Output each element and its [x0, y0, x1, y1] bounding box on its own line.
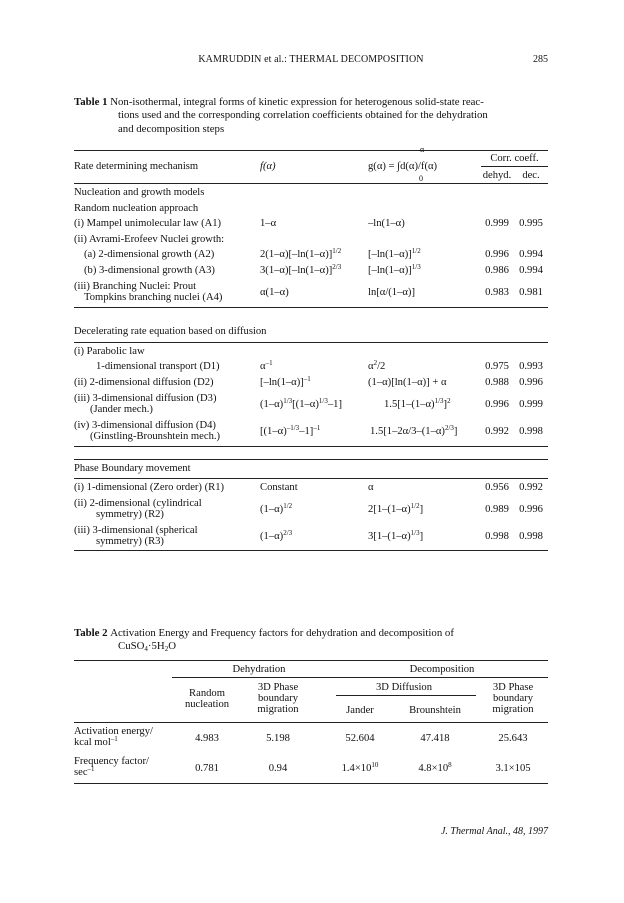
table-cell-text: (iii) 3-dimensional diffusion (D3) [74, 393, 217, 404]
table-row [74, 418, 548, 444]
table2 [74, 660, 548, 790]
table2-caption [74, 627, 548, 654]
table-cell-text: 10 [371, 761, 379, 769]
table-cell-text: 0.975 [485, 361, 509, 372]
table-cell-text: (1–α) [260, 531, 284, 542]
table-cell-text: α [368, 361, 374, 372]
col-jander: Jander [346, 705, 374, 716]
table-cell-text: [(1–α) [292, 399, 319, 410]
journal-footer: J. Thermal Anal., 48, 1997 [440, 826, 548, 837]
table1-header-rule [74, 183, 548, 184]
table-cell-text: [–ln(1–α)] [368, 249, 412, 260]
table-cell: 47.418 [420, 733, 450, 744]
group-decomposition: Decomposition [409, 664, 475, 675]
table-row [74, 376, 548, 392]
table-cell-text: α(1–α) [260, 287, 289, 298]
table-cell-text: 4 [144, 645, 148, 654]
table-cell-text: 2 [373, 359, 378, 367]
table-cell-text: 1/3 [283, 397, 293, 405]
table2-bottom-rule [74, 783, 548, 784]
table-cell-text: (a) 2-dimensional growth (A2) [84, 249, 215, 260]
page-number: 285 [533, 54, 548, 65]
table-cell-text: ] [419, 504, 424, 515]
table-cell-text: boundary [492, 693, 533, 704]
table1-label: Table 1 [74, 96, 108, 108]
table-cell-text: /2 [377, 361, 386, 372]
row-activation-label [74, 726, 153, 748]
table1-caption-line3: and decomposition steps [118, 122, 225, 135]
section3-rule [74, 478, 548, 479]
table-row [74, 217, 548, 233]
table-cell: 0.781 [195, 763, 219, 774]
table1 [74, 145, 548, 553]
table-cell-text: ln[α/(1–α)] [368, 287, 415, 298]
table-cell-text: α [368, 481, 374, 493]
corr-rule [481, 166, 548, 167]
table-cell-text: Constant [260, 481, 298, 493]
table-cell: 52.604 [345, 733, 375, 744]
table-cell-text: –1] [327, 399, 342, 410]
table-cell-text: 0.998 [519, 531, 543, 542]
table-cell-text: –1 [110, 735, 118, 743]
table-cell-text: [–ln(1–α)] [260, 376, 304, 388]
table-cell-text: 1–α [260, 218, 277, 229]
table-cell-text: 1/2 [411, 247, 421, 255]
table-row [74, 248, 548, 264]
table2-top-rule [74, 660, 548, 661]
table-cell-text: 1/2 [410, 502, 420, 510]
table-cell-text: 1.5[1–(1–α) [384, 399, 435, 410]
table-cell-text: 1/3 [410, 529, 420, 537]
table-cell-text: boundary [257, 693, 298, 704]
table-cell-text: (ii) 2-dimensional (cylindrical [74, 498, 202, 509]
col-phase-decomp [478, 682, 548, 715]
table-cell-text: migration [257, 704, 299, 715]
table-cell-text: symmetry) (R3) [96, 536, 164, 547]
table-cell-text: ·5H [147, 640, 165, 653]
table-cell-text: ] [443, 399, 448, 410]
table-cell-text: nucleation [184, 699, 230, 710]
table-cell-text: Frequency factor/ [74, 756, 150, 767]
table-cell: 5.198 [266, 733, 290, 744]
table-cell-text: 3D Phase [257, 682, 299, 693]
table-cell-text: 0.994 [519, 264, 543, 276]
col-mechanism: Rate determining mechanism [74, 161, 199, 172]
table-cell-text: –1] [299, 426, 314, 437]
table-cell-text: kcal mol [74, 737, 111, 748]
table-cell-text: 0.956 [485, 481, 509, 493]
table-cell-text: (iv) 3-dimensional diffusion (D4) [74, 420, 216, 431]
table-cell-text: (ii) 2-dimensional diffusion (D2) [74, 376, 214, 388]
table-cell-text: (i) Mampel unimolecular law (A1) [74, 218, 222, 229]
table-cell-text: 1/3 [318, 397, 328, 405]
table-cell-text: (iii) 3-dimensional (spherical [74, 525, 198, 536]
running-title: KAMRUDDIN et al.: THERMAL DECOMPOSITION [198, 54, 424, 65]
table1-caption-line1: Non-isothermal, integral forms of kinetic expression for heterogenous solid-state reac- [110, 96, 484, 108]
table-cell [330, 762, 390, 775]
table-cell [396, 762, 474, 775]
table2-label: Table 2 [74, 627, 108, 639]
table-cell-text: 0.981 [519, 287, 543, 298]
table-cell-text: 3[1–(1–α) [368, 531, 411, 542]
table-cell-text: 0.996 [519, 376, 543, 388]
table-cell-text: 3D Phase [492, 682, 534, 693]
table-cell-text: 0.992 [485, 426, 509, 437]
table-cell-text: O [168, 640, 177, 653]
section2-end-rule [74, 446, 548, 447]
table-cell-text: [–ln(1–α)] [368, 264, 412, 276]
col-g-lower: 0 [419, 174, 423, 183]
col-f: f(α) [260, 161, 276, 172]
table-row [74, 496, 548, 523]
group-rule [172, 677, 548, 678]
table-row [74, 279, 548, 305]
col-dec: dec. [522, 170, 540, 181]
diffusion-rule [336, 695, 476, 696]
section-nucleation: Nucleation and growth models [74, 187, 205, 198]
table-cell-text: 2/3 [444, 424, 454, 432]
col-random-nucleation [174, 688, 240, 710]
table-cell-text: 1/2 [283, 502, 293, 510]
table-cell-text: 1-dimensional transport (D1) [96, 361, 220, 372]
col-dehyd: dehyd. [482, 170, 512, 181]
table-cell-text: [(1–α) [260, 426, 287, 437]
table-cell: 25.643 [498, 733, 528, 744]
table-cell-text: –1/3 [286, 424, 300, 432]
table-cell-text: 0.999 [519, 399, 543, 410]
table-cell-text: (b) 3-dimensional growth (A3) [84, 264, 215, 276]
table2-caption-line2 [74, 640, 548, 653]
table-cell-text: Activation energy/ [74, 726, 153, 737]
table1-caption [74, 96, 548, 136]
col-corr: Corr. coeff. [490, 153, 539, 164]
table-cell-text: (iii) Branching Nuclei: Prout [74, 281, 197, 292]
table-row [74, 391, 548, 418]
table-cell-text: –ln(1–α) [368, 218, 405, 229]
table-cell-text: –1 [313, 424, 321, 432]
table-cell-text: 0.996 [485, 399, 509, 410]
table-cell-text: (1–α) [260, 399, 284, 410]
table-cell-text: 0.992 [519, 481, 543, 493]
page-header [74, 54, 548, 68]
table-cell-text: 4.8×10 [418, 763, 449, 774]
subsection-random: Random nucleation approach [74, 202, 199, 214]
table-cell: 3.1×105 [495, 763, 531, 774]
table-cell-text: –1 [87, 765, 95, 773]
table-cell-text: 0.996 [485, 249, 509, 260]
section-diffusion: Decelerating rate equation based on diffusion [74, 326, 267, 337]
table-cell-text: (1–α)[ln(1–α)] + α [368, 376, 447, 388]
row-frequency-label [74, 756, 149, 778]
table-cell-text: 0.999 [485, 218, 509, 229]
table1-caption-line2: tions used and the corresponding correlation coefficients obtained for the dehydration [118, 109, 488, 122]
table-row [74, 523, 548, 549]
table-cell-text: sec [74, 767, 88, 778]
parabolic-heading: (i) Parabolic law [74, 345, 145, 357]
table-cell-text: Tompkins branching nuclei (A4) [84, 292, 223, 303]
table-cell-text: 8 [448, 761, 452, 769]
section3-top-rule [74, 459, 548, 460]
table-cell-text: 0.995 [519, 218, 543, 229]
table-cell-text: 1/3 [434, 397, 444, 405]
table-cell-text: –1 [265, 359, 273, 367]
avrami-heading: (ii) Avrami-Erofeev Nuclei growth: [74, 233, 225, 245]
table-cell-text: –1 [303, 374, 311, 383]
table-cell-text: 0.998 [519, 426, 543, 437]
table-cell-text: 0.994 [519, 249, 543, 260]
col-brounshtein: Brounshtein [409, 705, 461, 716]
table-cell-text: CuSO [118, 640, 145, 653]
col-g-upper: α [420, 145, 425, 154]
table1-bottom-rule [74, 550, 548, 551]
col-phase-dehyd [246, 682, 310, 715]
section-phase-boundary: Phase Boundary movement [74, 463, 191, 474]
table-cell: 0.94 [268, 763, 288, 774]
table-cell-text: 0.988 [485, 376, 509, 388]
table-cell-text: ] [453, 426, 458, 437]
table-cell-text: Random [189, 688, 225, 699]
table2-header-rule [74, 722, 548, 723]
table-cell-text: (Jander mech.) [90, 404, 153, 415]
table2-caption-line1: Activation Energy and Frequency factors for dehydration and decomposition of [110, 627, 454, 639]
col-g: g(α) = ∫d(α)/f(α) [368, 161, 438, 172]
table-cell-text: (1–α) [260, 504, 284, 515]
table-cell-text: 0.996 [519, 504, 543, 515]
table-cell-text: 0.989 [485, 504, 509, 515]
table-cell-text: 1/2 [332, 247, 342, 255]
table-cell-text: 2(1–α)[–ln(1–α)] [260, 249, 333, 260]
table-cell-text: (i) 1-dimensional (Zero order) (R1) [74, 481, 225, 493]
table-cell-text: 2/3 [332, 262, 342, 271]
table1-header [74, 145, 548, 186]
section1-end-rule [74, 307, 548, 308]
table-row [74, 264, 548, 280]
table-row [74, 481, 548, 497]
group-dehydration: Dehydration [232, 664, 286, 675]
table-cell-text: 0.983 [485, 287, 509, 298]
table-cell-text: (Ginstling-Brounshtein mech.) [90, 431, 221, 442]
col-3d-diffusion: 3D Diffusion [375, 682, 432, 693]
table-cell-text: 3(1–α)[–ln(1–α)] [260, 264, 333, 276]
table-cell-text: 2[1–(1–α) [368, 504, 411, 515]
table-cell-text: 2 [164, 645, 169, 654]
table-cell-text: ] [419, 531, 424, 542]
table-cell-text: migration [492, 704, 534, 715]
table-cell-text: 0.986 [485, 264, 509, 276]
table-cell-text: 2 [447, 397, 451, 405]
table-cell-text: 0.998 [485, 531, 509, 542]
table-cell-text: 1/3 [411, 262, 421, 271]
table-cell-text: 1.4×10 [341, 763, 372, 774]
table-cell-text: 2/3 [283, 529, 293, 537]
section2-rule [74, 342, 548, 343]
table-cell-text: 1.5[1–2α/3–(1–α) [370, 426, 445, 437]
table-cell-text: α [260, 361, 266, 372]
table-cell-text: symmetry) (R2) [96, 509, 164, 520]
table-row [74, 360, 548, 376]
table-cell-text: 0.993 [519, 361, 543, 372]
table-cell: 4.983 [195, 733, 219, 744]
